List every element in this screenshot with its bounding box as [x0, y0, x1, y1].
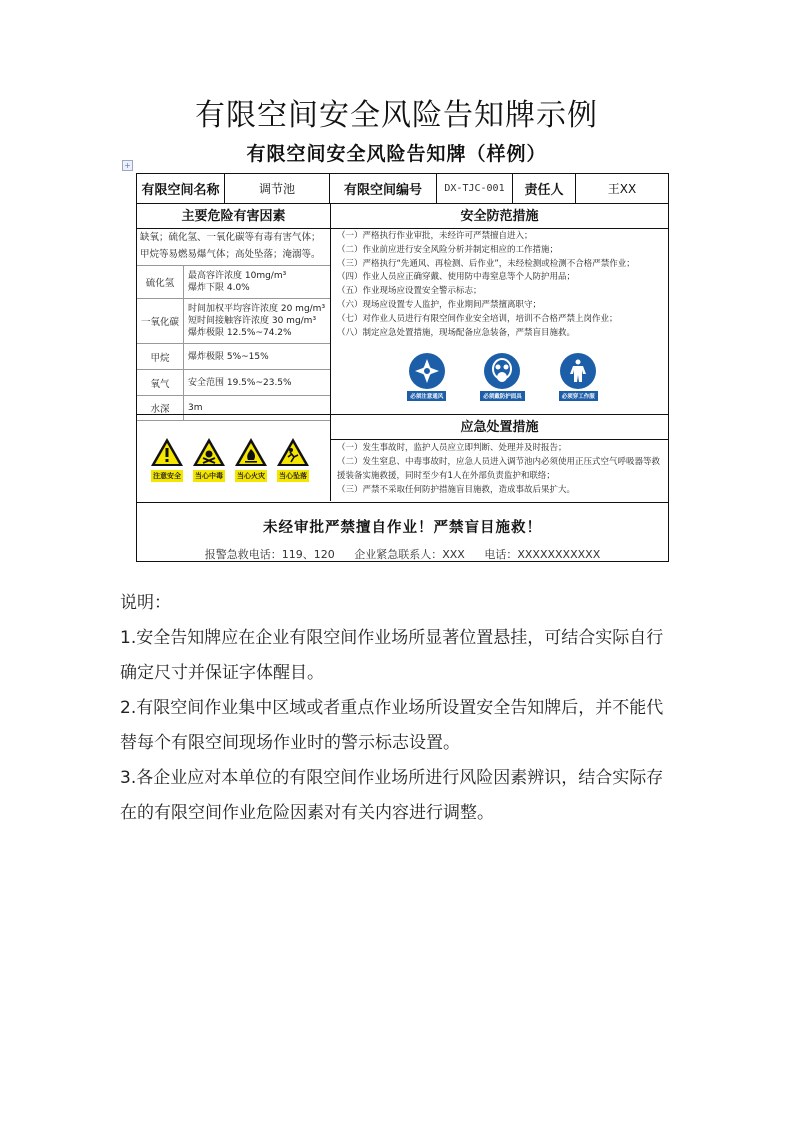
safety-measures-list — [331, 229, 668, 341]
gas-mask-icon — [484, 353, 520, 389]
emergency-item: （二）发生窒息、中毒事故时，应急人员进入调节池内必须使用正压式空气呼吸器等救援装备实施救援，同时至少有1人在外部负责监护和联络； — [337, 457, 661, 481]
warning-label: 当心坠落 — [279, 472, 307, 480]
warning-label: 注意安全 — [153, 472, 181, 480]
note-item: 2.有限空间作业集中区域或者重点作业场所设置安全告知牌后，并不能代替每个有限空间现场作业时的警示标志设置。 — [120, 698, 664, 753]
name-value: 调节池 — [225, 174, 330, 203]
hazard-values — [184, 299, 330, 343]
hazard-name: 甲烷 — [137, 344, 184, 369]
mandatory-sign — [480, 353, 525, 401]
safety-measure-item: （二）作业前应进行安全风险分析并制定相应的工作措施； — [337, 244, 559, 255]
sign-footer — [137, 502, 668, 562]
sign-title — [0, 140, 793, 168]
safety-measure-item: （三）严格执行“先通风、再检测、后作业”，未经检测或检测不合格严禁作业； — [337, 258, 635, 269]
emergency-item: （一）发生事故时，监护人员应立即判断、处理并及时报告； — [337, 443, 567, 453]
hazard-values — [184, 370, 330, 395]
hazard-name: 硫化氢 — [137, 266, 184, 298]
hazard-values — [184, 266, 330, 298]
fall-warning-icon — [276, 437, 310, 467]
hazard-name: 一氧化碳 — [137, 299, 184, 343]
warning-label: 当心中毒 — [195, 472, 223, 480]
safety-measure-item: （四）作业人员应正确穿戴、使用防中毒窒息等个人防护用品； — [337, 272, 576, 283]
emergency-contact: 企业紧急联系人：XXX — [354, 548, 465, 561]
hazard-name: 氧气 — [137, 370, 184, 395]
contact-line — [137, 546, 668, 562]
work-clothes-icon — [560, 353, 596, 389]
warning-sign — [233, 437, 269, 482]
code-label: 有限空间编号 — [330, 174, 437, 203]
hazard-row — [137, 299, 330, 344]
emergency-list — [331, 440, 668, 498]
mandatory-label: 必须戴防护面具 — [480, 391, 525, 401]
safety-measure-item: （八）制定应急处置措施，现场配备应急装备，严禁盲目施救。 — [337, 327, 576, 338]
page-title: 有限空间安全风险告知牌示例 — [195, 98, 598, 133]
notes-heading: 说明： — [120, 593, 171, 613]
hazard-line: 爆炸下限 4.0% — [188, 283, 250, 293]
hazard-line: 安全范围 19.5%~23.5% — [188, 377, 292, 388]
note-item: 1.安全告知牌应在企业有限空间作业场所显著位置悬挂，可结合实际自行确定尺寸并保证字体醒目。 — [120, 628, 664, 683]
emergency-section — [331, 414, 668, 502]
hazard-row — [137, 344, 330, 370]
mandatory-signs — [331, 353, 668, 401]
mandatory-label: 必须注意通风 — [407, 391, 446, 401]
person-label: 责任人 — [513, 174, 576, 203]
warning-sign — [275, 437, 311, 482]
mandatory-sign — [559, 353, 598, 401]
safety-measures-heading: 安全防范措施 — [331, 204, 668, 229]
hazards-section — [137, 204, 331, 501]
notes-section — [120, 586, 680, 831]
fire-warning-icon — [234, 437, 268, 467]
emergency-heading: 应急处置措施 — [331, 415, 668, 440]
hazard-values — [184, 344, 330, 369]
alarm-phone: 报警急救电话：119、120 — [204, 548, 335, 561]
code-value: DX-TJC-001 — [437, 174, 513, 203]
sign-header-row — [137, 174, 668, 204]
hazard-line: 时间加权平均容许浓度 20 mg/m³ — [188, 304, 326, 314]
hazard-line: 3m — [188, 403, 203, 413]
ventilation-fan-icon — [409, 353, 445, 389]
skull-poison-warning-icon — [192, 437, 226, 467]
warning-sign — [191, 437, 227, 482]
mandatory-sign — [407, 353, 446, 401]
warning-sign — [149, 437, 185, 482]
hazards-intro: 缺氧；硫化氢、一氧化碳等有毒有害气体；甲烷等易燃易爆气体；高处坠落；淹溺等。 — [137, 229, 330, 266]
warning-label: 当心火灾 — [237, 472, 265, 480]
mandatory-label: 必须穿工作服 — [559, 391, 598, 401]
warning-signs-area — [137, 414, 330, 501]
safety-measure-item: （七）对作业人员进行有限空间作业安全培训，培训不合格严禁上岗作业； — [337, 313, 618, 324]
note-item: 3.各企业应对本单位的有限空间作业场所进行风险因素辨识，结合实际存在的有限空间作业危险因素对有关内容进行调整。 — [120, 768, 664, 823]
exclamation-warning-icon — [150, 437, 184, 467]
safety-measure-item: （一）严格执行作业审批，未经许可严禁擅自进入； — [337, 231, 533, 241]
measures-column — [331, 204, 668, 501]
hazard-line: 最高容许浓度 10mg/m³ — [188, 271, 287, 281]
sign-title-text: 有限空间安全风险告知牌（样例） — [246, 143, 547, 165]
person-value: 王XX — [607, 182, 637, 196]
safety-measure-item: （五）作业现场应设置安全警示标志； — [337, 286, 482, 297]
hazard-line: 爆炸极限 12.5%~74.2% — [188, 328, 292, 338]
safety-measure-item: （六）现场应设置专人监护，作业期间严禁擅离职守； — [337, 299, 542, 310]
emergency-item: （三）严禁不采取任何防护措施盲目施救，造成事故后果扩大。 — [337, 485, 576, 495]
table-move-handle-icon[interactable]: + — [122, 160, 133, 171]
hazard-row — [137, 370, 330, 396]
risk-notice-sign — [136, 173, 669, 562]
hazard-name: 水深 — [137, 396, 184, 420]
contact-phone: 电话：XXXXXXXXXXX — [484, 548, 601, 561]
hazard-line: 短时间接触容许浓度 30 mg/m³ — [188, 316, 317, 326]
slogan: 未经审批严禁擅自作业！严禁盲目施救！ — [263, 520, 542, 536]
hazard-line: 爆炸极限 5%~15% — [188, 351, 269, 362]
name-label: 有限空间名称 — [137, 174, 225, 203]
hazard-row — [137, 266, 330, 299]
hazards-heading: 主要危险有害因素 — [137, 204, 330, 229]
